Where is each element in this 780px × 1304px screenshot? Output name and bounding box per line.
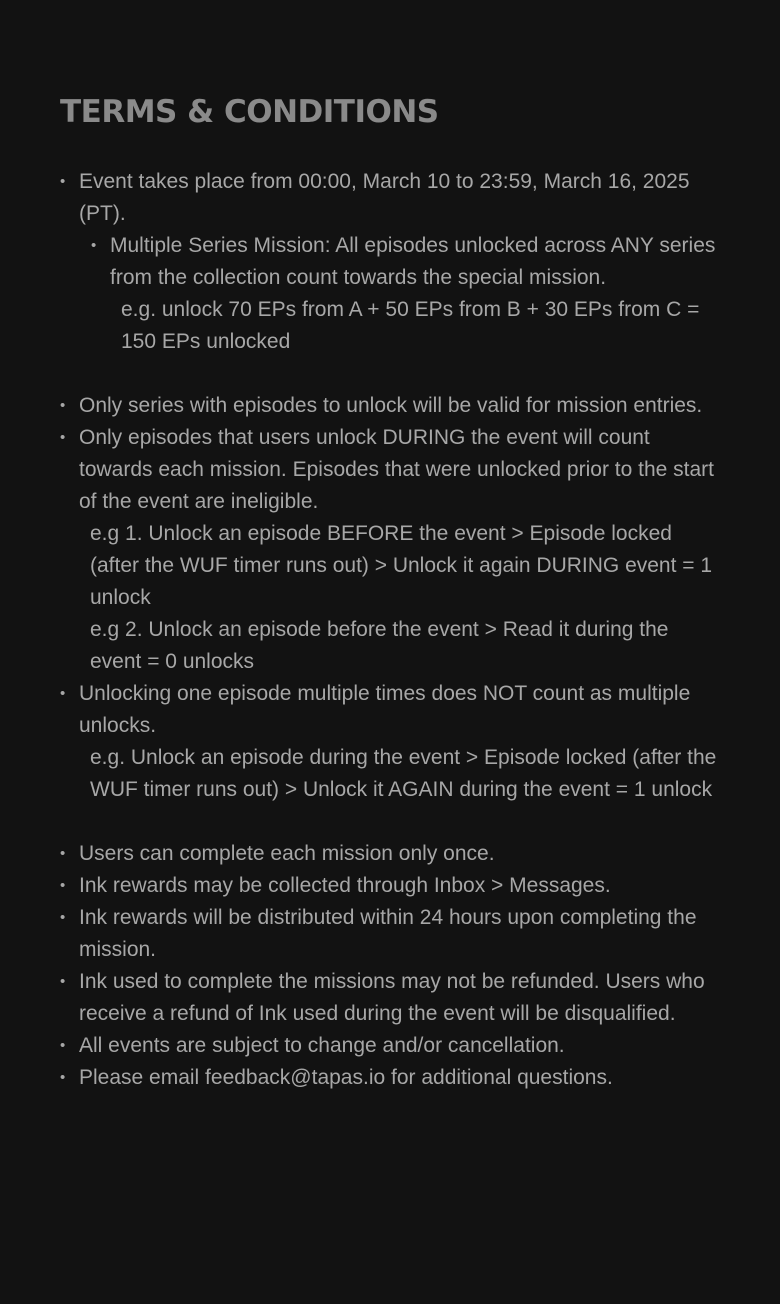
list-item-ink-collected: • Ink rewards may be collected through Inbox > Messages. [60, 870, 720, 902]
list-item-email: • Please email feedback@tapas.io for additional questions. [60, 1062, 720, 1094]
event-time-text: • Event takes place from 00:00, March 10 to 23:59, March 16, 2025 (PT). [79, 170, 690, 225]
list-item-subject-change: • All events are subject to change and/or cancellation. [60, 1030, 720, 1062]
only-episodes-example-1: e.g 1. Unlock an episode BEFORE the event > Episode locked (after the WUF timer runs out) > Unlock it again DURING event = 1 unlock [90, 522, 713, 609]
multiple-series-example: e.g. unlock 70 EPs from A + 50 EPs from B + 30 EPs from C = 150 EPs unlocked [121, 298, 700, 353]
sub-list [79, 230, 720, 358]
list-item-only-episodes [60, 422, 720, 678]
terms-list-2 [60, 390, 720, 806]
only-episodes-text: • Only episodes that users unlock DURING the event will count towards each mission. Episodes that were unlocked prior to the start of the event are ineligible. [79, 426, 714, 513]
terms-list-3 [60, 838, 720, 1094]
multiple-series-text: • Multiple Series Mission: All episodes unlocked across ANY series from the collection count towards the special mission. [110, 234, 716, 289]
only-episodes-example-2: e.g 2. Unlock an episode before the event > Read it during the event = 0 unlocks [90, 618, 669, 673]
list-item-unlocking-once [60, 678, 720, 806]
list-item-only-series: • Only series with episodes to unlock will be valid for mission entries. [60, 390, 720, 422]
unlocking-once-text: • Unlocking one episode multiple times does NOT count as multiple unlocks. [79, 682, 691, 737]
list-item-ink-refund: • Ink used to complete the missions may not be refunded. Users who receive a refund of Ink used during the event will be disqualified. [60, 966, 720, 1030]
list-item-event-time [60, 166, 720, 358]
unlocking-once-example: e.g. Unlock an episode during the event > Episode locked (after the WUF timer runs out) > Unlock it AGAIN during the event = 1 unlock [90, 746, 717, 801]
terms-list [60, 166, 720, 358]
spacer [60, 358, 720, 390]
list-item-multiple-series [91, 230, 720, 358]
spacer [60, 806, 720, 838]
list-item-complete-once: • Users can complete each mission only once. [60, 838, 720, 870]
terms-title: TERMS & CONDITIONS [60, 94, 439, 130]
list-item-ink-distributed: • Ink rewards will be distributed within 24 hours upon completing the mission. [60, 902, 720, 966]
